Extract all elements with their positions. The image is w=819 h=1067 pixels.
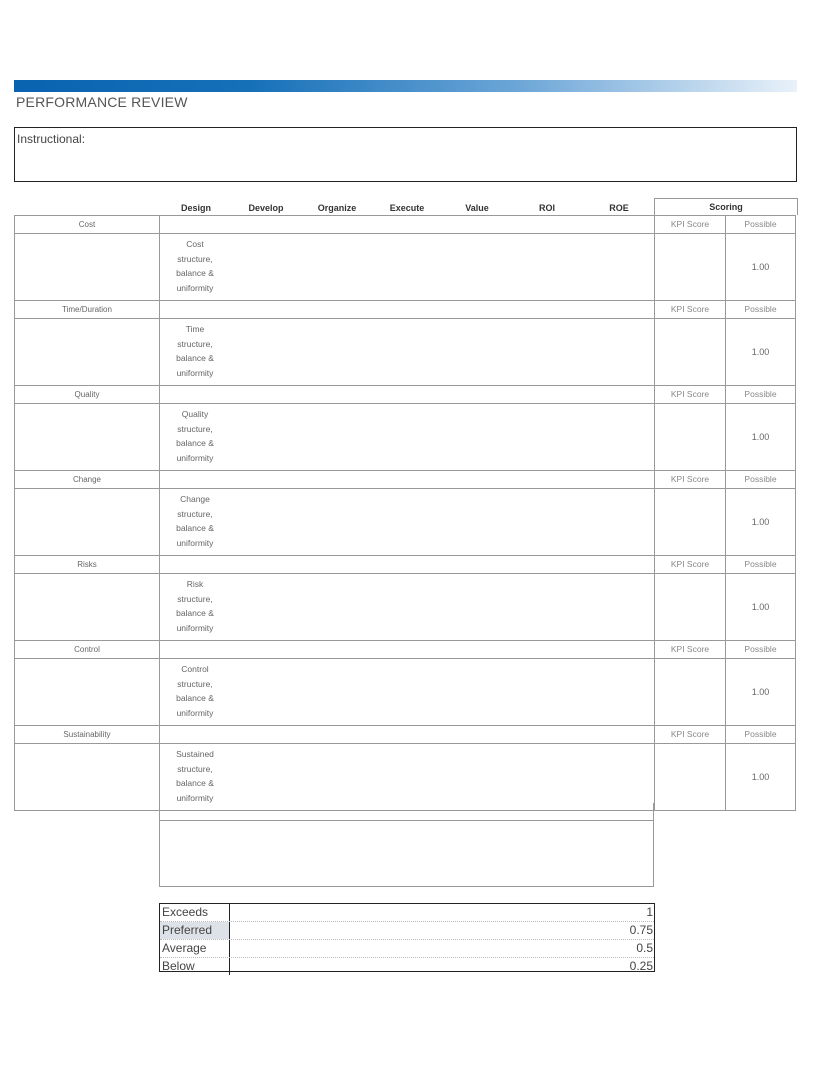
column-header-roi: ROI [538,203,556,213]
column-header-organize: Organize [317,203,357,213]
category-name: Time/Duration [15,301,160,318]
column-header-execute: Execute [389,203,425,213]
category-name: Change [15,471,160,488]
possible-value: 1.00 [751,517,770,527]
possible-value: 1.00 [751,262,770,272]
legend-label: Exceeds [160,904,230,921]
category-header-row [15,471,795,489]
rating-cells[interactable] [160,234,655,300]
category-body-row [15,234,795,301]
kpi-score-label: KPI Score [655,641,726,658]
possible-label: Possible [744,729,777,739]
column-header-design: Design [180,203,212,213]
category-notes-cell[interactable] [15,404,160,470]
legend-label: Below [160,958,230,975]
kpi-score-label: KPI Score [655,301,726,318]
category-header-row [15,216,795,234]
category-header-row [15,301,795,319]
possible-value: 1.00 [751,687,770,697]
legend-row [160,904,654,921]
column-header-value: Value [465,203,489,213]
category-body-row [15,489,795,556]
category-name: Risks [15,556,160,573]
category-name: Sustainability [15,726,160,743]
notes-divider [160,820,653,821]
rating-legend [159,903,655,972]
kpi-score-label: KPI Score [655,216,726,233]
possible-label: Possible [744,474,777,484]
category-description: Control structure, balance & uniformity [176,664,214,718]
summary-notes-box[interactable] [159,803,654,887]
category-header-blank [160,386,655,403]
kpi-score-cell[interactable] [655,234,726,300]
category-description: Risk structure, balance & uniformity [176,579,214,633]
header-banner [14,80,797,92]
kpi-score-label: KPI Score [655,726,726,743]
kpi-score-cell[interactable] [655,489,726,555]
category-notes-cell[interactable] [15,234,160,300]
possible-value: 1.00 [751,432,770,442]
kpi-table [14,215,796,811]
category-header-blank [160,641,655,658]
kpi-score-cell[interactable] [655,319,726,385]
page-title: PERFORMANCE REVIEW [16,94,188,110]
category-description: Cost structure, balance & uniformity [176,239,214,293]
possible-value: 1.00 [751,347,770,357]
possible-label: Possible [744,559,777,569]
category-notes-cell[interactable] [15,574,160,640]
category-notes-cell[interactable] [15,489,160,555]
category-body-row [15,744,795,810]
rating-cells[interactable] [160,574,655,640]
rating-cells[interactable] [160,319,655,385]
category-header-row [15,386,795,404]
category-description: Change structure, balance & uniformity [176,494,214,548]
legend-value: 1 [646,905,653,919]
category-body-row [15,404,795,471]
column-header-develop: Develop [248,203,284,213]
category-header-blank [160,216,655,233]
category-name: Quality [15,386,160,403]
category-body-row [15,574,795,641]
legend-value: 0.5 [636,941,653,955]
legend-value: 0.75 [629,923,653,937]
category-name: Control [15,641,160,658]
rating-cells[interactable] [160,659,655,725]
column-header-roe: ROE [609,203,629,213]
kpi-score-label: KPI Score [655,386,726,403]
kpi-score-cell[interactable] [655,404,726,470]
category-body-row [15,659,795,726]
category-header-row [15,726,795,744]
kpi-score-label: KPI Score [655,556,726,573]
category-name: Cost [15,216,160,233]
instructional-box[interactable] [14,127,797,182]
instructional-label: Instructional: [17,132,86,146]
possible-value: 1.00 [751,772,770,782]
rating-cells[interactable] [160,404,655,470]
category-notes-cell[interactable] [15,319,160,385]
kpi-score-cell[interactable] [655,659,726,725]
possible-value: 1.00 [751,602,770,612]
legend-label[interactable]: Preferred [160,922,230,939]
kpi-score-label: KPI Score [655,471,726,488]
category-header-row [15,556,795,574]
rating-cells[interactable] [160,489,655,555]
category-header-row [15,641,795,659]
legend-row [160,957,654,975]
rating-cells[interactable] [160,744,655,810]
legend-row [160,939,654,957]
category-description: Sustained structure, balance & uniformity [176,749,214,803]
possible-label: Possible [744,304,777,314]
legend-row [160,921,654,939]
category-body-row [15,319,795,386]
category-header-blank [160,471,655,488]
legend-value: 0.25 [629,959,653,973]
kpi-score-cell[interactable] [655,574,726,640]
category-header-blank [160,556,655,573]
scoring-header: Scoring [654,198,798,215]
category-description: Time structure, balance & uniformity [176,324,214,378]
kpi-score-cell[interactable] [655,744,726,810]
category-notes-cell[interactable] [15,744,160,810]
category-header-blank [160,726,655,743]
category-header-blank [160,301,655,318]
possible-label: Possible [744,219,777,229]
possible-label: Possible [744,644,777,654]
category-description: Quality structure, balance & uniformity [176,409,214,463]
category-notes-cell[interactable] [15,659,160,725]
possible-label: Possible [744,389,777,399]
legend-label: Average [160,940,230,957]
